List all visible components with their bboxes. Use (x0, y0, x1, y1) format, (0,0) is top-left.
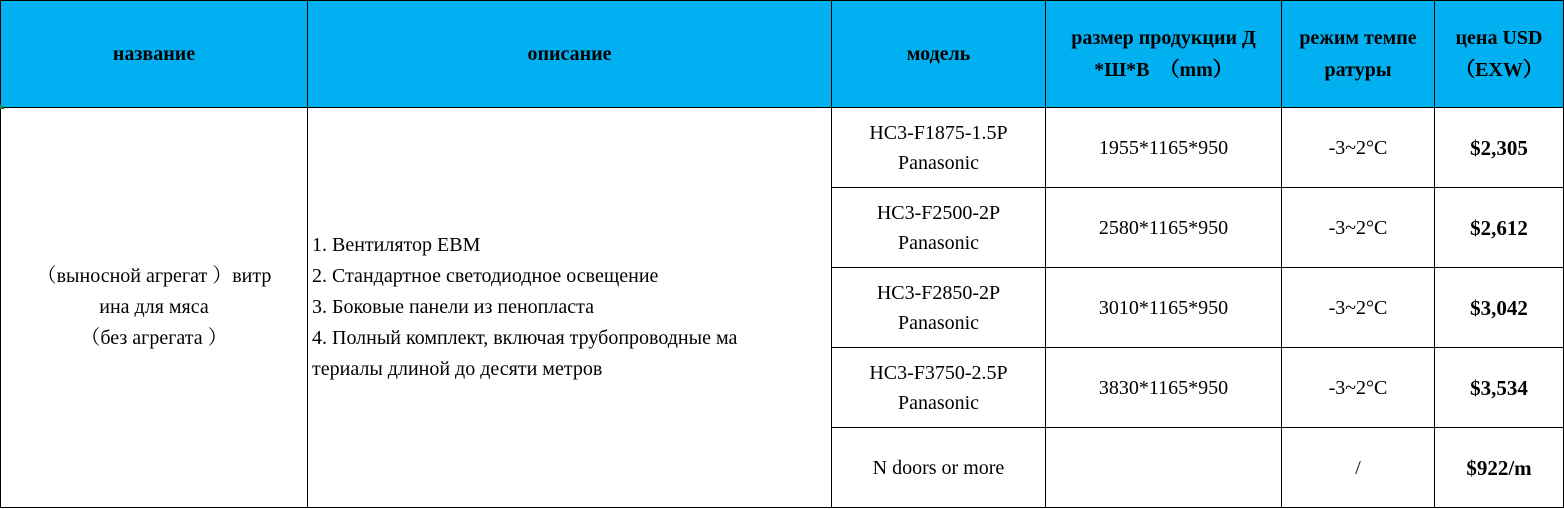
price-cell: $922/m (1435, 428, 1564, 508)
size-cell (1046, 428, 1282, 508)
temperature-cell: -3~2°C (1282, 108, 1435, 188)
header-description: описание (308, 1, 832, 108)
model-brand: Panasonic (897, 231, 980, 254)
header-temperature (1282, 1, 1435, 108)
price-cell: $3,042 (1435, 268, 1564, 348)
model-cell (832, 268, 1046, 348)
size-cell: 3010*1165*950 (1046, 268, 1282, 348)
model-brand: Panasonic (897, 311, 980, 334)
temperature-cell: / (1282, 428, 1435, 508)
model-code: HC3-F2850-2P (876, 281, 1001, 304)
description-line: териалы длиной до десяти метров (312, 358, 603, 380)
header-price-line1: цена USD (1455, 27, 1543, 49)
price-cell: $3,534 (1435, 348, 1564, 428)
size-cell: 3830*1165*950 (1046, 348, 1282, 428)
table-row (1, 108, 1564, 188)
product-name-line2: ина для мяса (99, 296, 209, 318)
model-cell (832, 188, 1046, 268)
product-name-line1: （выносной агрегат ）витр (36, 265, 272, 287)
description-line: 3. Боковые панели из пенопласта (312, 296, 594, 318)
header-price-line2: （EXW） (1455, 59, 1543, 81)
description-line: 4. Полный комплект, включая трубопроводные ма (312, 327, 738, 349)
model-cell (832, 108, 1046, 188)
header-model: модель (832, 1, 1046, 108)
header-size-line1: размер продукции Д (1071, 27, 1256, 49)
header-size-line2: *Ш*В （mm） (1094, 59, 1233, 81)
price-cell: $2,612 (1435, 188, 1564, 268)
header-row (1, 1, 1564, 108)
temperature-cell: -3~2°C (1282, 348, 1435, 428)
size-cell: 1955*1165*950 (1046, 108, 1282, 188)
model-cell: N doors or more (832, 428, 1046, 508)
model-brand: Panasonic (897, 151, 980, 174)
header-temp-line1: режим темпе (1299, 27, 1417, 49)
cell-comment-marker (0, 104, 5, 109)
model-cell (832, 348, 1046, 428)
size-cell: 2580*1165*950 (1046, 188, 1282, 268)
header-size (1046, 1, 1282, 108)
model-code: HC3-F1875-1.5P (869, 121, 1008, 144)
header-name: название (1, 1, 308, 108)
temperature-cell: -3~2°C (1282, 268, 1435, 348)
model-code: HC3-F3750-2.5P (869, 361, 1008, 384)
header-price (1435, 1, 1564, 108)
description-line: 2. Стандартное светодиодное освещение (312, 265, 659, 287)
product-description-cell (308, 108, 832, 508)
description-line: 1. Вентилятор EBM (312, 234, 481, 256)
model-brand: Panasonic (897, 391, 980, 414)
product-name-line3: （без агрегата ） (80, 327, 228, 349)
temperature-cell: -3~2°C (1282, 188, 1435, 268)
product-name-cell (1, 108, 308, 508)
price-cell: $2,305 (1435, 108, 1564, 188)
model-code: HC3-F2500-2P (876, 201, 1001, 224)
header-temp-line2: ратуры (1324, 59, 1392, 81)
